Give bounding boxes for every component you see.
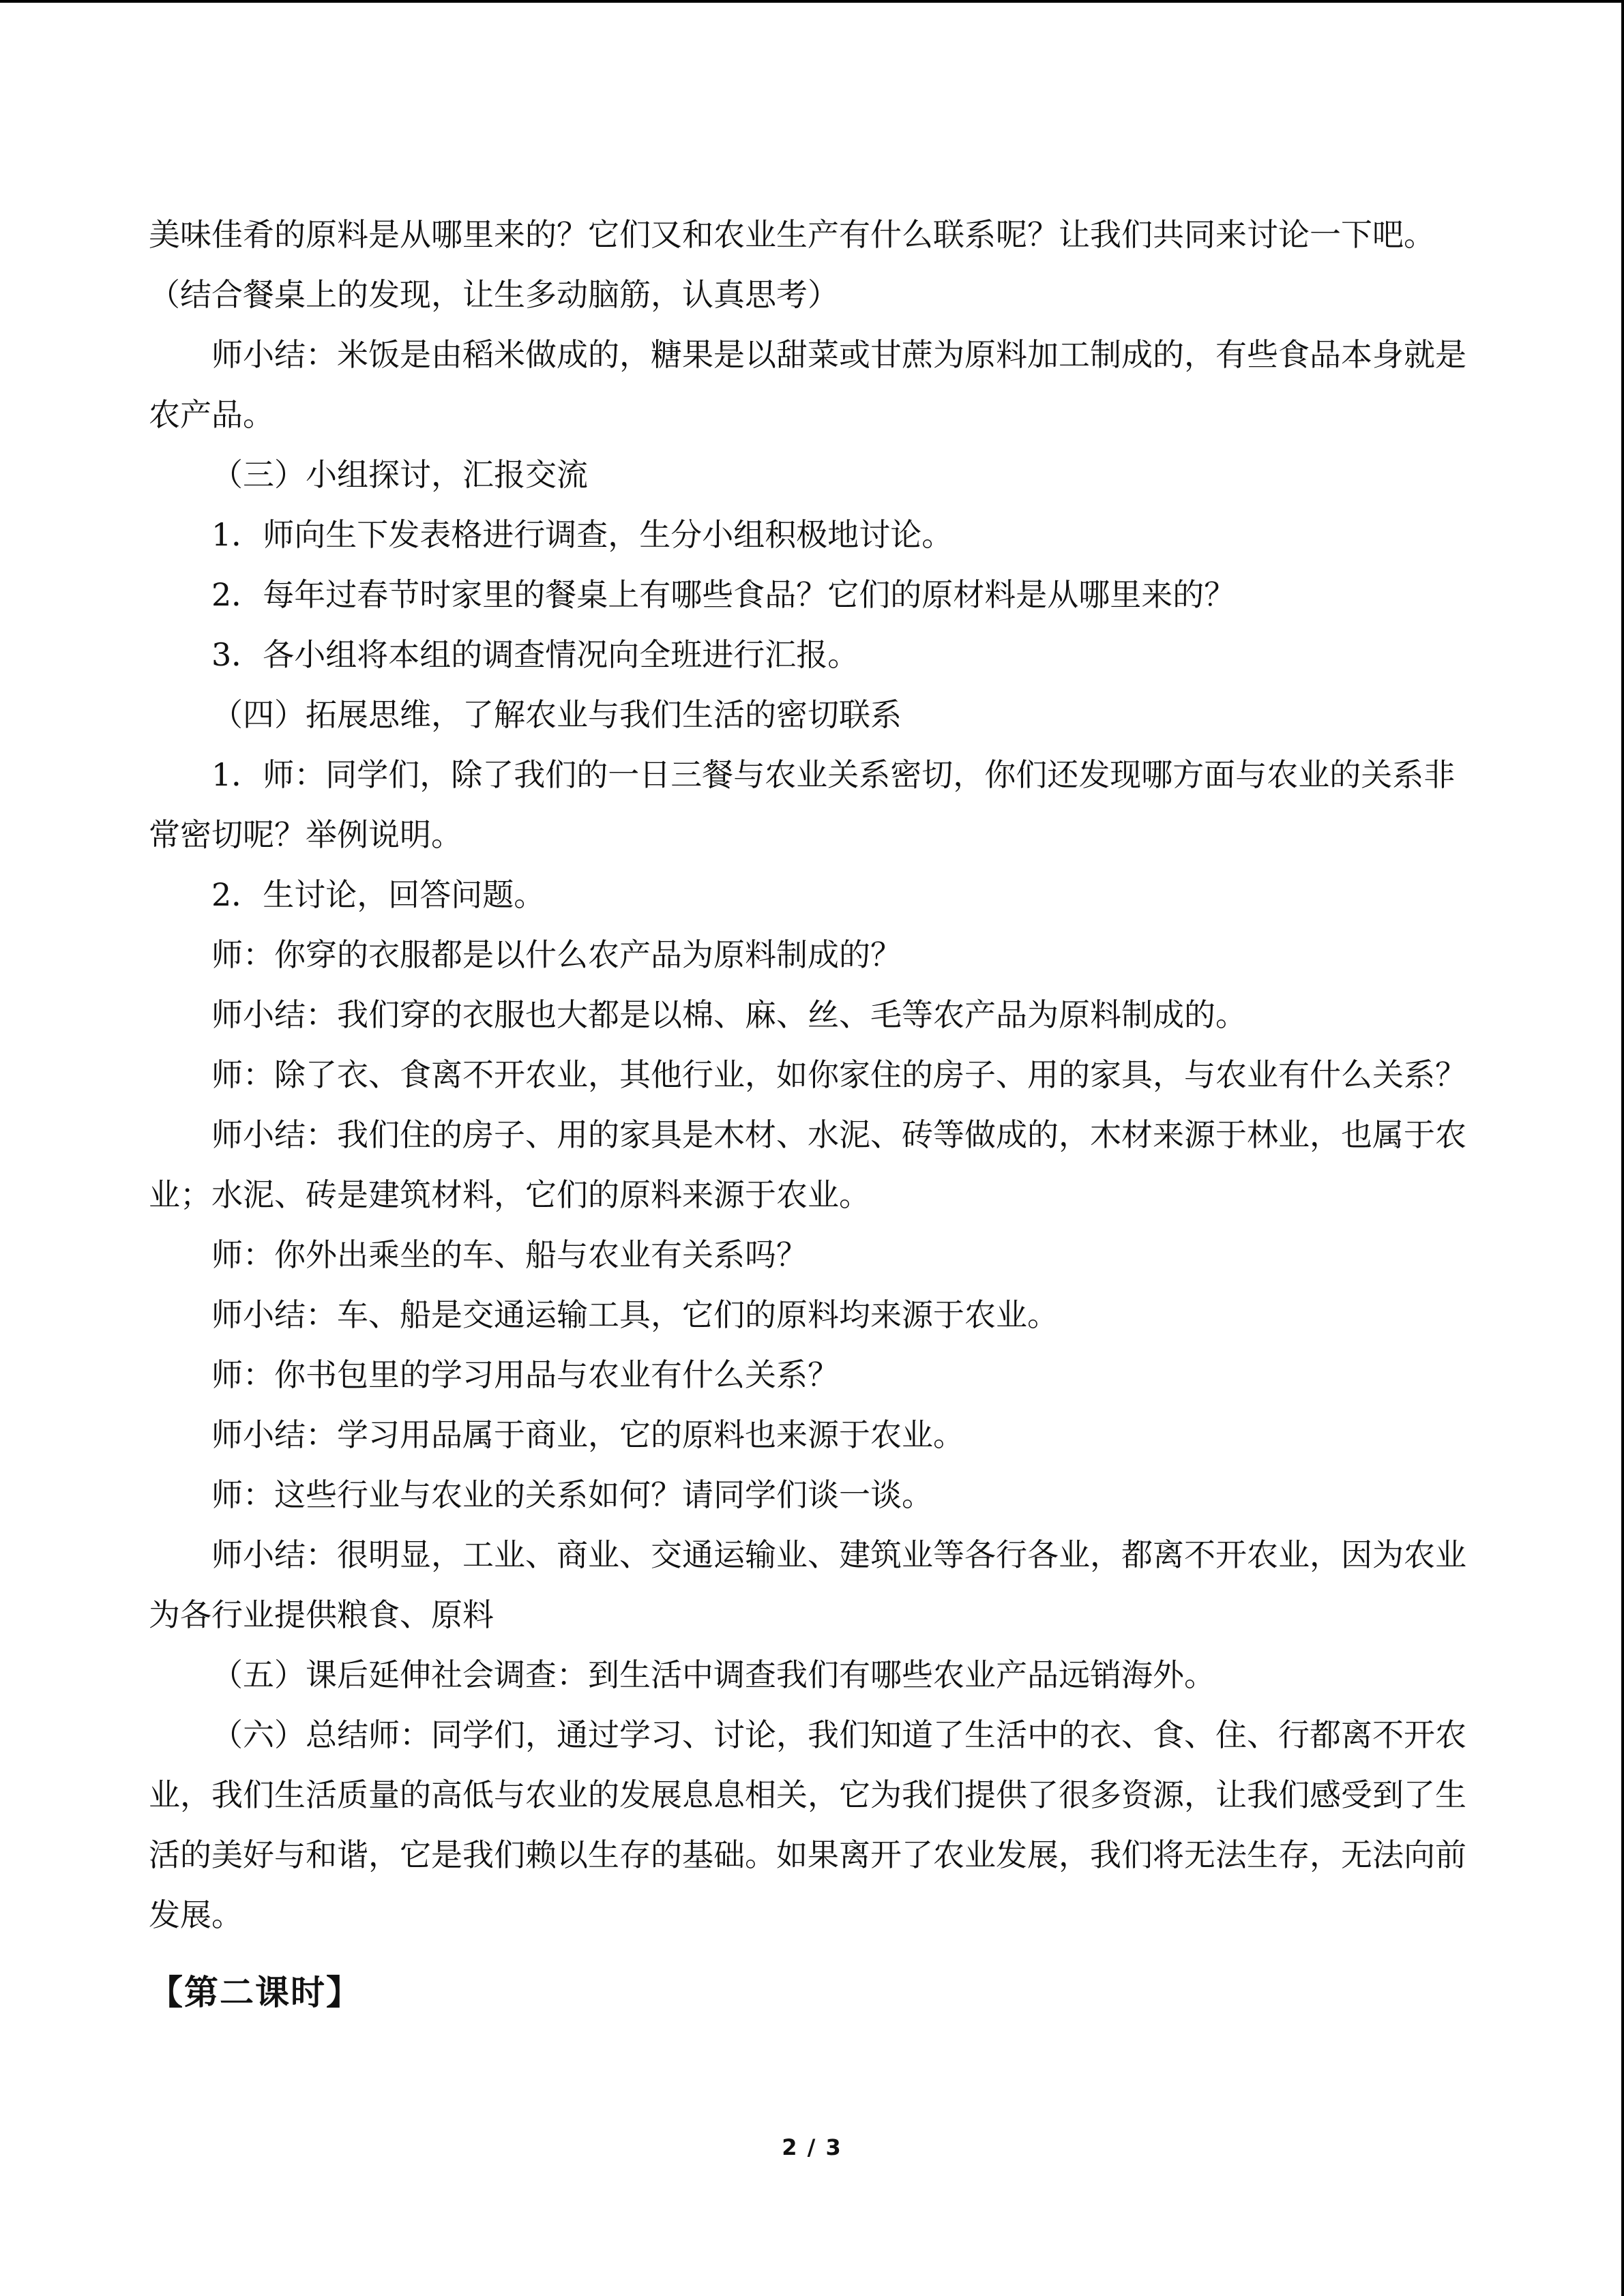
section-four-title: （四）拓展思维，了解农业与我们生活的密切联系 <box>211 696 902 733</box>
teacher-summary-clothes: 师小结：我们穿的衣服也大都是以棉、麻、丝、毛等农产品为原料制成的。 <box>211 996 1247 1033</box>
teacher-summary-vehicle: 师小结：车、船是交通运输工具，它们的原料均来源于农业。 <box>211 1296 1059 1333</box>
page-right-border <box>1621 0 1624 2296</box>
document-body <box>149 205 1479 2025</box>
teacher-summary-house: 师小结：我们住的房子、用的家具是木材、水泥、砖等做成的，木材来源于林业，也属于农业；水泥、砖是建筑材料，它们的原料来源于农业。 <box>149 1116 1466 1213</box>
teacher-question-supplies: 师：你书包里的学习用品与农业有什么关系？ <box>211 1356 839 1393</box>
page-top-border <box>0 0 1624 3</box>
list-item-4-2: 2．生讨论，回答问题。 <box>211 876 546 913</box>
list-item-3: 3．各小组将本组的调查情况向全班进行汇报。 <box>211 636 859 673</box>
section-three-title: （三）小组探讨，汇报交流 <box>211 456 588 493</box>
paragraph-intro-question: 美味佳肴的原料是从哪里来的？它们又和农业生产有什么联系呢？让我们共同来讨论一下吧。（结合餐桌上的发现，让生多动脑筋，认真思考） <box>149 216 1435 313</box>
list-item-1: 1．师向生下发表格进行调查，生分小组积极地讨论。 <box>211 516 954 553</box>
teacher-question-vehicle: 师：你外出乘坐的车、船与农业有关系吗？ <box>211 1236 808 1273</box>
list-item-4-1: 1．师：同学们，除了我们的一日三餐与农业关系密切，你们还发现哪方面与农业的关系非常密切呢？举例说明。 <box>149 756 1456 853</box>
page-number: 2 / 3 <box>782 2134 842 2160</box>
section-six-conclusion: （六）总结师：同学们，通过学习、讨论，我们知道了生活中的衣、食、住、行都离不开农业，我们生活质量的高低与农业的发展息息相关，它为我们提供了很多资源，让我们感受到了生活的美好与和谐，它是我们赖以生存的基础。如果离开了农业发展，我们将无法生存，无法向前发展。 <box>149 1716 1466 1933</box>
teacher-summary-supplies: 师小结：学习用品属于商业，它的原料也来源于农业。 <box>211 1416 964 1453</box>
teacher-summary-industries: 师小结：很明显，工业、商业、交通运输业、建筑业等各行各业，都离不开农业，因为农业为各行业提供粮食、原料 <box>149 1536 1466 1633</box>
teacher-question-industries: 师：这些行业与农业的关系如何？请同学们谈一谈。 <box>211 1476 933 1513</box>
section-five-title: （五）课后延伸社会调查：到生活中调查我们有哪些农业产品远销海外。 <box>211 1656 1215 1693</box>
section-heading-second-lesson: 【第二课时】 <box>149 1973 361 2012</box>
teacher-question-house: 师：除了衣、食离不开农业，其他行业，如你家住的房子、用的家具，与农业有什么关系？ <box>211 1056 1466 1093</box>
paragraph-teacher-summary-rice: 师小结：米饭是由稻米做成的，糖果是以甜菜或甘蔗为原料加工制成的，有些食品本身就是农产品。 <box>149 336 1466 433</box>
teacher-question-clothes: 师：你穿的衣服都是以什么农产品为原料制成的？ <box>211 936 902 973</box>
list-item-2: 2．每年过春节时家里的餐桌上有哪些食品？它们的原材料是从哪里来的？ <box>211 576 1236 613</box>
